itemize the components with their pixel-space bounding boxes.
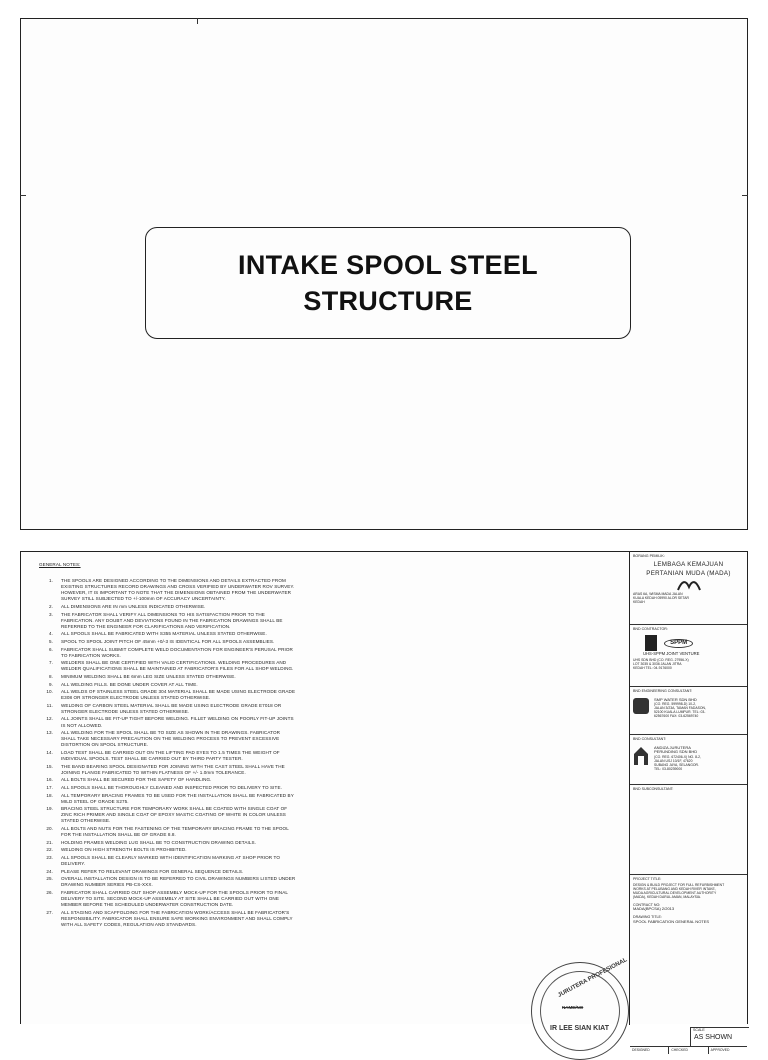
note-text: WELDERS SHALL BE ONE CERTIFIED WITH VALID CERTIFICATIONS. WELDING PROCEDURES AND WELDER QUALIFICATIONS SHALL BE MAINTAINED AT FABRICATOR'S FILES FOR ALL SHOP WELDING. bbox=[61, 660, 294, 672]
note-text: THE SPOOLS ARE DESIGNED ACCORDING TO THE DIMENSIONS AND DETAILS EXTRACTED FROM EXISTING STRUCTURES RECORD DRAWINGS AND CROSS VERIFIED BY UNDERWATER ROV SURVEY. HOWEVER, IT IS IMPORTANT TO NOTE THAT THE DIMENSIONS OBTAINED FROM THE UNDERWATER SURVEY STILL SUBJECTED TO +/-100mm OF ACCURACY UNCERTAINTY. bbox=[61, 578, 295, 602]
notes-heading: GENERAL NOTES: bbox=[39, 562, 81, 567]
note-number: 12. bbox=[46, 716, 53, 722]
project-label: PROJECT TITLE: bbox=[633, 877, 662, 881]
notes-sheet bbox=[20, 551, 748, 1052]
note-text: ALL JOINTS SHALL BE FIT-UP TIGHT BEFORE WELDING. FILLET WELDING ON POORLY FIT-UP JOINTS IS NOT ALLOWED. bbox=[61, 716, 294, 728]
consultant2-label: BND CONSULTANT: bbox=[633, 737, 667, 741]
note-item bbox=[39, 660, 619, 672]
note-text: THE BAND BEARING SPOOL DESIGNATED FOR JOINING WITH THE CAST STEEL SHALL HAVE THE JOINING FLANGE FABRICATED TO WITHIN FLATNESS OF +/- 1.0mm TOLERANCE. bbox=[61, 763, 285, 775]
note-number: 10. bbox=[46, 689, 53, 695]
note-item bbox=[39, 785, 619, 791]
project-title: DESIGN & BUILD PROJECT FOR FULL REFURBISHMENT WORKS AT PELUBANG AND KEDAH RIVER INTAKE, MUDA AGRICULTURAL DEVELOPMENT AUTHORITY (MADA), KEDAH DARUL AMAN, MALAYSIA. bbox=[633, 882, 725, 899]
note-number: 23. bbox=[46, 854, 53, 860]
note-number: 7. bbox=[48, 660, 53, 666]
note-number: 17. bbox=[46, 784, 53, 790]
cover-title-line-2: STRUCTURE bbox=[303, 286, 473, 316]
note-number: 26. bbox=[46, 889, 53, 895]
note-text: OVERALL INSTALLATION DESIGN IS TO BE REFERRED TO CIVIL DRAWINGS NUMBERS LISTED UNDER DRAWING NUMBER SERIES PB-CS-XXX. bbox=[61, 876, 296, 888]
note-number: 13. bbox=[46, 730, 53, 736]
jv-name: UHS-SPPM JOINT VENTURE bbox=[643, 650, 700, 656]
consultant2-details: (CO. REG. 672406-X) NO. 8-2, JALAN USJ 10/1F, 47620 SUBANG JAYA, SELANGOR. TEL: 03-80239000 bbox=[654, 754, 701, 771]
consultant-label: BND ENGINEERING CONSULTANT: bbox=[633, 689, 693, 693]
client-label: BORANG PEMILIK: bbox=[633, 554, 665, 558]
note-number: 25. bbox=[46, 876, 53, 882]
note-text: ALL WELDING FOR THE SPOOL SHALL BE TO SIZE AS SHOWN IN THE DRAWINGS. FABRICATOR SHALL TAKE NECESSARY PRECAUTION ON THE WELDING PROCESS TO PREVENT EXCESSIVE DISTORTION ON SPOOL STRUCTURE. bbox=[61, 730, 281, 748]
contractor-label: BND CONTRACTOR: bbox=[633, 627, 668, 631]
approved-label: APPROVED bbox=[710, 1048, 730, 1052]
note-item bbox=[39, 910, 619, 928]
note-item bbox=[39, 876, 619, 888]
note-number: 20. bbox=[46, 825, 53, 831]
note-text: WELDING OF CARBON STEEL MATERIAL SHALL BE MADE USING ELECTRODE GRADE E7018 OR STRONGER ELECTRODE UNLESS STATED OTHERWISE. bbox=[61, 702, 282, 714]
note-item bbox=[39, 631, 619, 637]
note-item bbox=[39, 777, 619, 783]
consultant-section bbox=[630, 686, 747, 734]
note-number: 8. bbox=[48, 673, 53, 679]
client-logo-icon bbox=[633, 579, 744, 592]
note-item bbox=[39, 674, 619, 680]
note-text: ALL BOLTS AND NUTS FOR THE FASTENING OF THE TEMPORARY BRACING FRAME TO THE SPOOL FOR THE INSTALLATION SHALL BE OF GRADE 8.8. bbox=[61, 825, 289, 838]
cover-border-tick bbox=[197, 18, 198, 24]
note-item bbox=[39, 750, 619, 762]
note-number: 9. bbox=[48, 681, 53, 687]
note-text: SPOOL TO SPOOL JOINT PITCH OF 45mm +0/-3 IS IDENTICAL FOR ALL SPOOLS ASSEMBLIES. bbox=[61, 638, 275, 644]
note-text: LOAD TEST SHALL BE CARRIED OUT ON THE LIFTING PAD EYES TO 1.5 TIMES THE WEIGHT OF INDIVIDUAL SPOOLS. TEST SHALL BE CARRIED OUT BY THIRD PARTY TESTER. bbox=[61, 749, 280, 762]
general-notes bbox=[39, 562, 619, 929]
note-number: 22. bbox=[46, 847, 53, 853]
note-item bbox=[39, 826, 619, 838]
note-number: 21. bbox=[46, 839, 53, 845]
note-number: 4. bbox=[48, 631, 53, 637]
note-text: ALL SPOOLS SHALL BE CLEARLY MARKED WITH IDENTIFICATION MARKING AT SHOP PRIOR TO DELIVERY. bbox=[61, 854, 281, 866]
signoff-row bbox=[630, 1046, 747, 1054]
note-item bbox=[39, 869, 619, 875]
client-name-2: PERTANIAN MUDA (MADA) bbox=[646, 569, 731, 577]
note-number: 1. bbox=[48, 578, 53, 584]
notes-list bbox=[39, 578, 619, 928]
note-number: 24. bbox=[46, 868, 53, 874]
consultant-details: (CO. REG. 599998-D) 10-2, JALAN 3/23A, TAMAN FADASON, 52100 KUALA LUMPUR. TEL: 03-62567600 FAX: 03-62569740 bbox=[654, 702, 706, 719]
note-number: 19. bbox=[46, 806, 53, 812]
note-item bbox=[39, 855, 619, 867]
client-address: ARAS 6A, WISMA MADA JALAN KUALA KEDAH 05990 ALOR SETAR KEDAH bbox=[633, 591, 689, 604]
note-number: 16. bbox=[46, 777, 53, 783]
note-text: FABRICATOR SHALL CARRIED OUT SHOP ASSEMBLY MOCK-UP FOR THE SPOOLS PRIOR TO FINAL DELIVERY TO SITE. SECOND MOCK-UP ASSEMBLY AT SITE SHALL BE CARRIED OUT WITH ONE MEMBER BEFORE THE SCHEDULED UNDERWATER CONSTRUCTION DATE. bbox=[61, 889, 288, 907]
note-text: ALL TEMPORARY BRACING FRAMES TO BE USED FOR THE INSTALLATION SHALL BE FABRICATED BY MILD STEEL OF GRADE S275. bbox=[61, 792, 294, 804]
drawing-title-label: DRAWING TITLE: bbox=[633, 915, 662, 920]
note-item bbox=[39, 806, 619, 824]
stamp-name-text: IR LEE SIAN KIAT bbox=[550, 1025, 609, 1032]
sppm-logo: SPPM bbox=[664, 639, 693, 648]
note-item bbox=[39, 847, 619, 853]
contractor-section bbox=[630, 624, 747, 686]
note-text: ALL WELDING FILLS. BE DONE UNDER COVER AT ALL TIME. bbox=[61, 681, 198, 687]
note-item bbox=[39, 730, 619, 748]
cover-title-line-1: INTAKE SPOOL STEEL bbox=[238, 250, 538, 280]
designed-label: DESIGNED bbox=[630, 1047, 669, 1054]
cover-sheet bbox=[20, 18, 748, 530]
note-text: ALL STAGING AND SCAFFOLDING FOR THE FABRICATION WORK/ACCESS SHALL BE FABRICATOR'S RESPONSIBILITY. FABRICATOR SHALL ENSURE SAFE WORKING ENVIRONMENT AND SHALL COMPLY WITH ALL SAFETY CODES, REGULATION AND STANDARDS. bbox=[61, 909, 293, 927]
scale-label: SCALE bbox=[693, 1028, 705, 1032]
consultant2-section bbox=[630, 734, 747, 784]
scale-value: AS SHOWN bbox=[694, 1033, 733, 1041]
smp-logo-icon bbox=[633, 698, 649, 714]
consultant-name: SMP WATER SDN BHD bbox=[654, 696, 697, 702]
note-item bbox=[39, 647, 619, 659]
contract-label: CONTRACT NO: bbox=[633, 902, 661, 907]
note-number: 2. bbox=[48, 603, 53, 609]
note-item bbox=[39, 890, 619, 908]
note-text: ALL BOLTS SHALL BE SECURED FOR THE SAFETY OF HANDLING. bbox=[61, 777, 212, 783]
note-text: HOLDING FRAMES WELDING LUG SHALL BE TO CONSTRUCTION DRAWING DETAILS. bbox=[61, 839, 257, 845]
note-item bbox=[39, 703, 619, 715]
note-item bbox=[39, 578, 619, 602]
project-section bbox=[630, 874, 747, 1052]
client-name-1: LEMBAGA KEMAJUAN bbox=[653, 560, 724, 568]
note-item bbox=[39, 612, 619, 630]
note-text: ALL SPOOLS SHALL BE FABRICATED WITH S355 MATERIAL UNLESS STATED OTHERWISE. bbox=[61, 631, 267, 637]
subconsultant-section bbox=[630, 784, 747, 874]
scale-box bbox=[690, 1027, 749, 1046]
note-text: PLEASE REFER TO RELEVANT DRAWINGS FOR GENERAL SEQUENCE DETAILS. bbox=[61, 868, 244, 874]
note-text: BRACING STEEL STRUCTURE FOR TEMPORARY WORK SHALL BE COATED WITH SINGLE COAT OF ZINC RICH PRIMER AND SINGLE COAT OF EPOXY MASTIC COATING OF WHITE IN COLOR UNLESS STATED OTHERWISE. bbox=[61, 806, 288, 824]
note-text: ALL WELDS OF STAINLESS STEEL GRADE 304 MATERIAL SHALL BE MADE USING ELECTRODE GRADE E308 OR STRONGER ELECTRODE UNLESS STATED OTHERWISE. bbox=[61, 689, 296, 701]
professional-engineer-stamp bbox=[531, 957, 629, 1060]
note-text: THE FABRICATOR SHALL VERIFY ALL DIMENSIONS TO HIS SATISFACTION PRIOR TO THE FABRICATION. ANY DOUBT AND DEVIATIONS FOUND IN THE FABRICATION DRAWINGS SHALL BE REFERRED TO THE ENGINEER FOR CLARIFICATIONS AND VERIFICATION. bbox=[61, 611, 283, 629]
contractor-details: UHS SDN BHD (CO. REG. 27956-X) LOT 3035 & 3036 JALAN JITRA KEDAH TEL: 04-9176000 bbox=[633, 658, 689, 671]
cover-border-tick bbox=[20, 195, 26, 196]
andiza-logo-icon bbox=[633, 746, 649, 766]
note-item bbox=[39, 639, 619, 645]
note-text: ALL DIMENSIONS ARE IN mm UNLESS INDICATED OTHERWISE. bbox=[61, 603, 206, 609]
stamp-top-text: JURUTERA PROFESIONAL bbox=[557, 957, 629, 999]
note-number: 11. bbox=[46, 702, 53, 708]
note-item bbox=[39, 682, 619, 688]
drawing-title: SPOOL FABRICATION GENERAL NOTES bbox=[633, 918, 710, 924]
note-text: FABRICATOR SHALL SUBMIT COMPLETE WELD DOCUMENTATION FOR ENGINEER'S PERUSAL PRIOR TO FABRICATION WORKS. bbox=[61, 646, 293, 658]
cover-border-tick bbox=[742, 195, 748, 196]
note-number: 15. bbox=[46, 763, 53, 769]
note-text: WELDING ON HIGH STRENGTH BOLTS IS PROHIBITED. bbox=[61, 847, 187, 853]
note-item bbox=[39, 689, 619, 701]
note-number: 14. bbox=[46, 749, 53, 755]
note-number: 6. bbox=[48, 646, 53, 652]
note-number: 5. bbox=[48, 638, 53, 644]
client-section bbox=[630, 552, 747, 624]
stamp-middle-text: NAME/NO bbox=[562, 1005, 584, 1010]
note-item bbox=[39, 764, 619, 776]
note-item bbox=[39, 793, 619, 805]
note-number: 27. bbox=[46, 909, 53, 915]
title-block bbox=[629, 552, 747, 1052]
note-text: ALL SPOOLS SHALL BE THOROUGHLY CLEANED AND INSPECTED PRIOR TO DELIVERY TO SITE. bbox=[61, 784, 282, 790]
note-number: 18. bbox=[46, 792, 53, 798]
note-item bbox=[39, 840, 619, 846]
note-number: 3. bbox=[48, 611, 53, 617]
note-item bbox=[39, 716, 619, 728]
checked-label: CHECKED bbox=[669, 1047, 708, 1054]
note-text: MINIMUM WELDING SHALL BE 6mm LEG SIZE UNLESS STATED OTHERWISE. bbox=[61, 673, 236, 679]
cover-title-box bbox=[145, 227, 631, 339]
subconsultant-label: BND SUBCONSULTANT: bbox=[633, 787, 674, 791]
consultant2-name: ANDIZA JURUTERA PERUNDING SDN BHD bbox=[654, 744, 698, 754]
note-item bbox=[39, 604, 619, 610]
contract-no: MADA(BPCSA) 2/2013 bbox=[633, 906, 675, 912]
contractor-logo-icon bbox=[645, 635, 657, 651]
